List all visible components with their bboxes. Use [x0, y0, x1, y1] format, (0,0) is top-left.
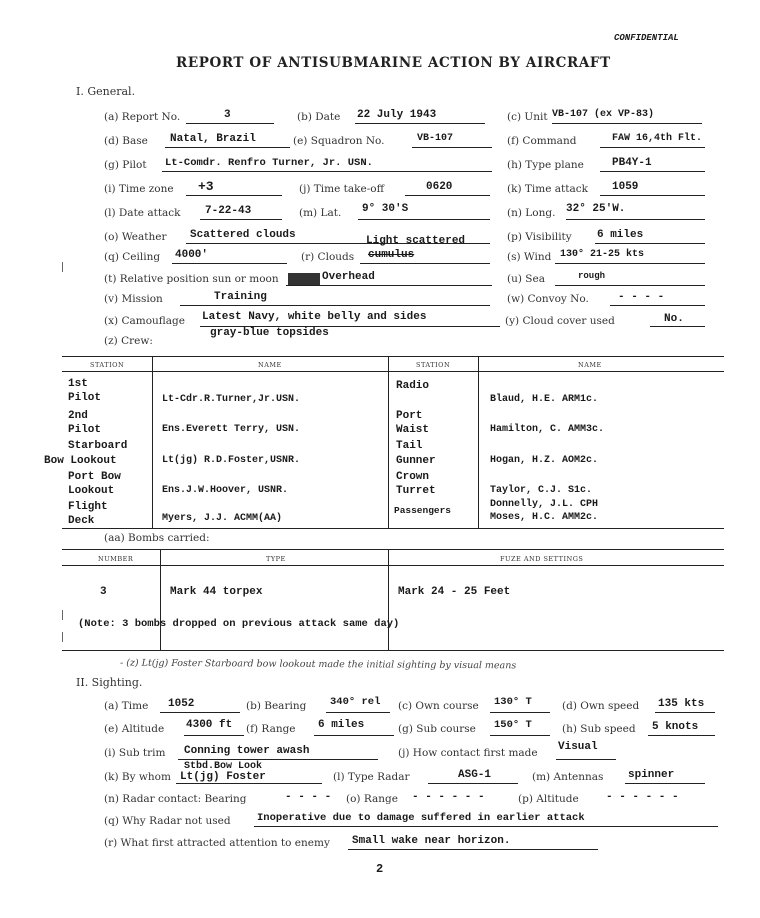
- wind-value: 130° 21-25 kts: [560, 249, 645, 260]
- crew-station: Port: [396, 410, 423, 422]
- crew-station: Port Bow: [68, 471, 121, 483]
- crew-station: Gunner: [396, 455, 436, 467]
- crew-station: Bow Lookout: [44, 455, 117, 467]
- mission-label: (v) Mission: [104, 293, 163, 305]
- crew-name-2: Moses, H.C. AMM2c.: [490, 512, 599, 523]
- date-value: 22 July 1943: [357, 109, 437, 121]
- date-label: (b) Date: [297, 111, 341, 123]
- page-number: 2: [376, 862, 384, 876]
- clouds-overwrite: Light scattered: [366, 235, 466, 247]
- crew-header-station-left: STATION: [90, 361, 125, 369]
- pilot-label: (g) Pilot: [104, 159, 147, 171]
- crew-station: Tail: [396, 440, 423, 452]
- radar-altitude-label: (p) Altitude: [518, 793, 579, 805]
- squadron-label: (e) Squadron No.: [293, 135, 385, 147]
- crew-name: Blaud, H.E. ARM1c.: [490, 394, 599, 405]
- bombs-note: (Note: 3 bombs dropped on previous attack same day): [78, 618, 400, 630]
- bombs-label: (aa) Bombs carried:: [104, 532, 210, 544]
- time-takeoff-value: 0620: [426, 181, 453, 193]
- lat-value: 9° 30'S: [362, 203, 409, 215]
- weather-label: (o) Weather: [104, 231, 167, 243]
- camouflage-value: Latest Navy, white belly and sides: [202, 311, 427, 323]
- crew-label: (z) Crew:: [104, 335, 153, 347]
- unit-value: VB-107 (ex VP-83): [552, 109, 655, 120]
- crew-name: Lt-Cdr.R.Turner,Jr.USN.: [162, 394, 301, 405]
- crew-station: Crown: [396, 471, 430, 483]
- crew-name: Taylor, C.J. S1c.: [490, 485, 593, 496]
- report-title: REPORT OF ANTISUBMARINE ACTION BY AIRCRAFT: [176, 55, 611, 71]
- crew-header-name-left: NAME: [258, 361, 282, 369]
- sub-trim-label: (i) Sub trim: [104, 747, 166, 759]
- radar-type-value: ASG-1: [458, 769, 492, 781]
- sub-speed-value: 5 knots: [652, 721, 699, 733]
- crew-header-station-right: STATION: [416, 361, 451, 369]
- clouds-value: cumulus: [368, 249, 415, 261]
- radar-type-label: (l) Type Radar: [333, 771, 410, 783]
- radar-contact-value: - - - -: [285, 791, 332, 803]
- visibility-value: 6 miles: [597, 229, 644, 241]
- contact-made-value: Visual: [558, 741, 598, 753]
- sub-course-value: 150° T: [494, 719, 532, 731]
- sighting-time-value: 1052: [168, 698, 195, 710]
- antennas-value: spinner: [628, 769, 675, 781]
- base-value: Natal, Brazil: [170, 133, 256, 145]
- command-value: FAW 16,4th Flt.: [612, 133, 703, 144]
- radar-not-used-label: (q) Why Radar not used: [104, 815, 231, 827]
- sub-trim-value: Conning tower awash: [184, 745, 310, 757]
- own-course-label: (c) Own course: [398, 700, 479, 712]
- ceiling-value: 4000': [175, 249, 209, 261]
- range-value: 6 miles: [318, 719, 365, 731]
- convoy-value: - - - -: [618, 291, 665, 303]
- sub-course-label: (g) Sub course: [398, 723, 476, 735]
- radar-altitude-value: - - - - - -: [606, 791, 679, 803]
- bombs-number: 3: [100, 586, 107, 598]
- sighting-time-label: (a) Time: [104, 700, 149, 712]
- crew-station: Turret: [396, 485, 436, 497]
- section-general-heading: I. General.: [76, 85, 136, 98]
- date-attack-label: (l) Date attack: [104, 207, 181, 219]
- bearing-label: (b) Bearing: [246, 700, 307, 712]
- sun-position-label: (t) Relative position sun or moon: [104, 273, 279, 285]
- long-value: 32° 25'W.: [566, 203, 626, 215]
- altitude-label: (e) Altitude: [104, 723, 165, 735]
- handwritten-note: - (z) Lt(jg) Foster Starboard bow lookout made the initial sighting by visual means: [119, 657, 517, 672]
- time-zone-label: (i) Time zone: [104, 183, 174, 195]
- sub-speed-label: (h) Sub speed: [562, 723, 636, 735]
- sun-position-value: Overhead: [322, 271, 375, 283]
- convoy-label: (w) Convoy No.: [507, 293, 589, 305]
- time-attack-label: (k) Time attack: [507, 183, 588, 195]
- range-label: (f) Range: [246, 723, 296, 735]
- classification-stamp: CONFIDENTIAL: [614, 33, 679, 43]
- camouflage-value-2: gray-blue topsides: [210, 327, 329, 339]
- radar-not-used-value: Inoperative due to damage suffered in earlier attack: [257, 812, 585, 824]
- crew-station: Pilot: [68, 424, 102, 436]
- crew-station: Waist: [396, 424, 430, 436]
- crew-station: Radio: [396, 380, 430, 392]
- time-takeoff-label: (j) Time take-off: [299, 183, 385, 195]
- altitude-value: 4300 ft: [186, 719, 233, 731]
- report-no-value: 3: [224, 109, 231, 121]
- crew-name: Ens.J.W.Hoover, USNR.: [162, 485, 289, 496]
- bombs-header-number: NUMBER: [98, 555, 134, 563]
- crew-name: Ens.Everett Terry, USN.: [162, 424, 301, 435]
- type-plane-label: (h) Type plane: [507, 159, 584, 171]
- bearing-value: 340° rel: [330, 696, 381, 708]
- cloud-cover-value: No.: [664, 313, 684, 325]
- long-label: (n) Long.: [507, 207, 556, 219]
- crew-station: Passengers: [394, 505, 452, 516]
- mission-value: Training: [214, 291, 267, 303]
- own-course-value: 130° T: [494, 696, 532, 708]
- weather-value: Scattered clouds: [190, 229, 296, 241]
- bombs-header-type: TYPE: [266, 555, 286, 563]
- ceiling-label: (q) Ceiling: [104, 251, 161, 263]
- crew-station: Deck: [68, 515, 95, 527]
- camouflage-label: (x) Camouflage: [104, 315, 185, 327]
- by-whom-value: Lt(jg) Foster: [180, 771, 266, 783]
- bombs-type: Mark 44 torpex: [170, 586, 263, 598]
- type-plane-value: PB4Y-1: [612, 157, 652, 169]
- pilot-value: Lt-Comdr. Renfro Turner, Jr. USN.: [165, 157, 373, 169]
- own-speed-value: 135 kts: [658, 698, 705, 710]
- crew-station: 1st: [68, 378, 88, 390]
- report-no-label: (a) Report No.: [104, 111, 181, 123]
- section-sighting-heading: II. Sighting.: [76, 676, 143, 689]
- crew-station: Lookout: [68, 485, 115, 497]
- first-attention-label: (r) What first attracted attention to enemy: [104, 837, 330, 849]
- visibility-label: (p) Visibility: [507, 231, 572, 243]
- command-label: (f) Command: [507, 135, 577, 147]
- lat-label: (m) Lat.: [299, 207, 342, 219]
- cloud-cover-label: (y) Cloud cover used: [505, 315, 615, 327]
- time-zone-value: +3: [198, 179, 214, 194]
- first-attention-value: Small wake near horizon.: [352, 835, 511, 847]
- crew-station: Starboard: [68, 440, 128, 452]
- squadron-value: VB-107: [417, 133, 454, 144]
- crew-station: 2nd: [68, 410, 88, 422]
- crew-name: Lt(jg) R.D.Foster,USNR.: [162, 455, 301, 466]
- radar-range-label: (o) Range: [346, 793, 398, 805]
- by-whom-label: (k) By whom: [104, 771, 171, 783]
- clouds-label: (r) Clouds: [301, 251, 355, 263]
- crew-name: Hamilton, C. AMM3c.: [490, 424, 605, 435]
- bombs-header-fuze: FUZE AND SETTINGS: [500, 555, 584, 563]
- time-attack-value: 1059: [612, 181, 639, 193]
- bombs-fuze: Mark 24 - 25 Feet: [398, 586, 511, 598]
- wind-label: (s) Wind: [507, 251, 552, 263]
- radar-contact-label: (n) Radar contact: Bearing: [104, 793, 247, 805]
- sea-label: (u) Sea: [507, 273, 545, 285]
- crew-name: Myers, J.J. ACMM(AA): [162, 513, 283, 524]
- by-whom-overwrite: Stbd.Bow Look: [184, 761, 263, 772]
- crew-station: Flight: [68, 501, 108, 513]
- contact-made-label: (j) How contact first made: [398, 747, 538, 759]
- crew-header-name-right: NAME: [578, 361, 602, 369]
- radar-range-value: - - - - - -: [412, 791, 485, 803]
- date-attack-value: 7-22-43: [205, 205, 252, 217]
- own-speed-label: (d) Own speed: [562, 700, 640, 712]
- unit-label: (c) Unit: [507, 111, 548, 123]
- base-label: (d) Base: [104, 135, 148, 147]
- redaction-mark: [288, 273, 320, 285]
- sea-value: rough: [578, 271, 606, 281]
- crew-station: Pilot: [68, 392, 102, 404]
- antennas-label: (m) Antennas: [532, 771, 604, 783]
- crew-name: Hogan, H.Z. AOM2c.: [490, 455, 599, 466]
- crew-name: Donnelly, J.L. CPH: [490, 499, 599, 510]
